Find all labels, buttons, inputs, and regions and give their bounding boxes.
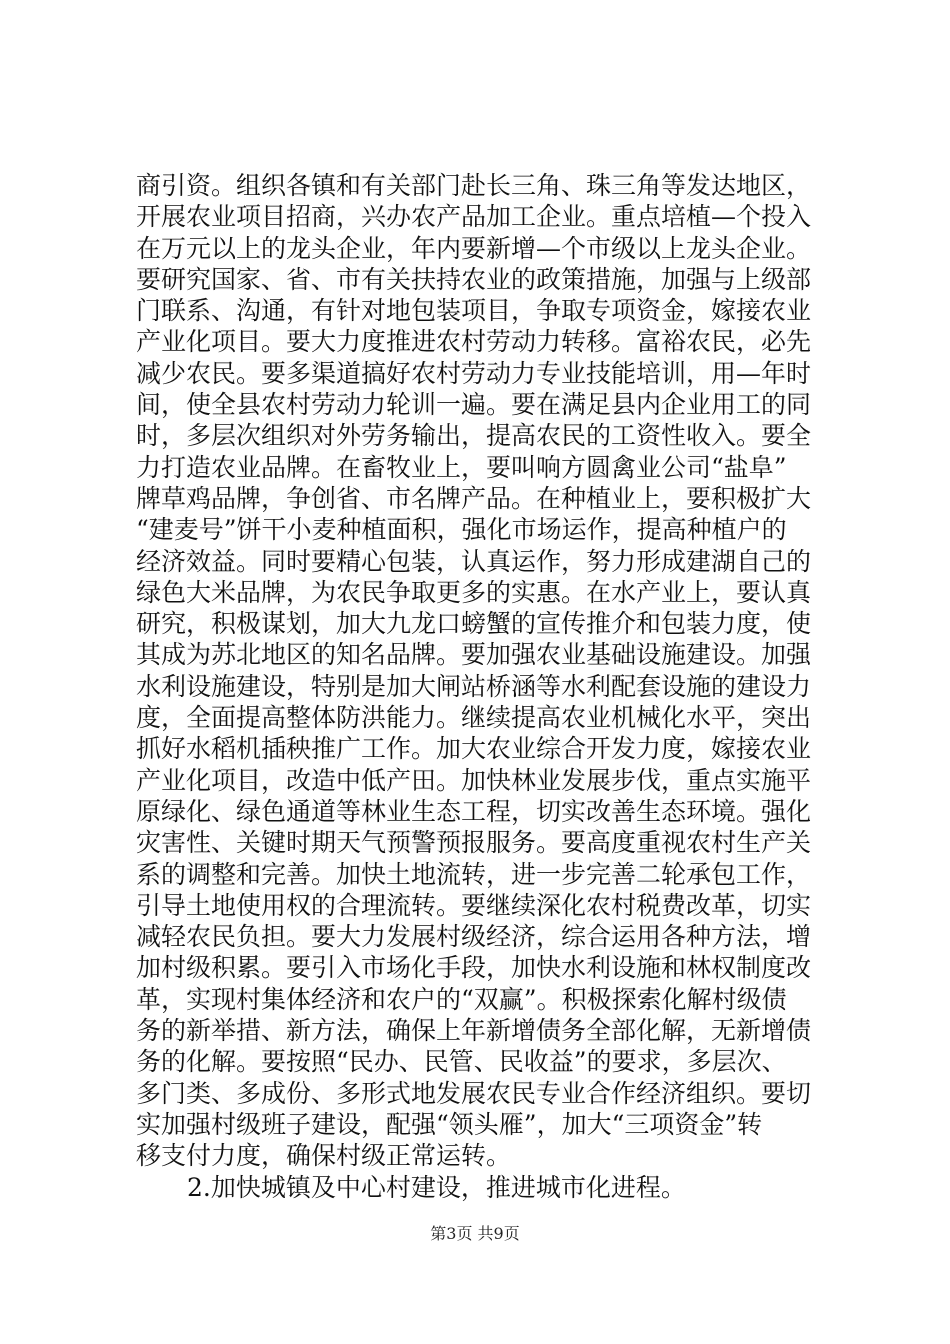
- text-line: 水利设施建设，特别是加大闸站桥涵等水利配套设施的建设力: [136, 671, 812, 701]
- text-line: 绿色大米品牌，为农民争取更多的实惠。在水产业上，要认真: [136, 577, 812, 607]
- text-line: 抓好水稻机插秧推广工作。加大农业综合开发力度，嫁接农业: [136, 734, 812, 764]
- text-line: 间，使全县农村劳动力轮训一遍。要在满足县内企业用工的同: [136, 390, 812, 420]
- text-line: 系的调整和完善。加快土地流转，进一步完善二轮承包工作，: [136, 859, 812, 889]
- text-line: 要研究国家、省、市有关扶持农业的政策措施，加强与上级部: [136, 264, 812, 294]
- text-line: 力打造农业品牌。在畜牧业上，要叫响方圆禽业公司“盐阜”: [136, 452, 787, 482]
- page-number-footer: 第3页 共9页: [430, 1224, 520, 1243]
- text-line: 门联系、沟通，有针对地包装项目，争取专项资金，嫁接农业: [136, 296, 812, 326]
- text-line: 务的新举措、新方法，确保上年新增债务全部化解，无新增债: [136, 1016, 812, 1046]
- text-line: 减轻农民负担。要大力发展村级经济，综合运用各种方法，增: [136, 922, 812, 952]
- text-line: 原绿化、绿色通道等林业生态工程，切实改善生态环境。强化: [136, 796, 812, 826]
- section-heading: 2.加快城镇及中心村建设，推进城市化进程。: [187, 1172, 686, 1202]
- text-line: 灾害性、关键时期天气预警预报服务。要高度重视农村生产关: [136, 828, 812, 858]
- text-line: 实加强村级班子建设，配强“领头雁”，加大“三项资金”转: [136, 1109, 763, 1139]
- text-line: 商引资。组织各镇和有关部门赴长三角、珠三角等发达地区，: [136, 171, 812, 200]
- text-line: 引导土地使用权的合理流转。要继续深化农村税费改革，切实: [136, 890, 812, 920]
- text-line: 其成为苏北地区的知名品牌。要加强农业基础设施建设。加强: [136, 640, 812, 670]
- text-line: 时，多层次组织对外劳务输出，提高农民的工资性收入。要全: [136, 421, 812, 451]
- text-line: 开展农业项目招商，兴办农产品加工企业。重点培植—个投入: [136, 202, 812, 232]
- text-line: 减少农民。要多渠道搞好农村劳动力专业技能培训，用—年时: [136, 358, 812, 388]
- text-line: 度，全面提高整体防洪能力。继续提高农业机械化水平，突出: [136, 703, 812, 733]
- text-line: 多门类、多成份、多形式地发展农民专业合作经济组织。要切: [136, 1078, 812, 1108]
- text-line: 经济效益。同时要精心包装，认真运作，努力形成建湖自己的: [136, 546, 812, 576]
- text-line: 研究，积极谋划，加大九龙口螃蟹的宣传推介和包装力度，使: [136, 609, 812, 639]
- text-line: 产业化项目。要大力度推进农村劳动力转移。富裕农民，必先: [136, 327, 812, 357]
- text-line: 务的化解。要按照“民办、民管、民收益”的要求，多层次、: [136, 1047, 787, 1077]
- body-text: [136, 170, 836, 1203]
- text-line: “建麦号”饼干小麦种植面积，强化市场运作，提高种植户的: [136, 515, 787, 545]
- text-line: 产业化项目，改造中低产田。加快林业发展步伐，重点实施平: [136, 765, 812, 795]
- text-line: 革，实现村集体经济和农户的“双赢”。积极探索化解村级债: [136, 984, 787, 1014]
- text-line: 牌草鸡品牌，争创省、市名牌产品。在种植业上，要积极扩大: [136, 483, 812, 513]
- text-line: 移支付力度，确保村级正常运转。: [136, 1141, 512, 1171]
- text-line: 在万元以上的龙头企业，年内要新增—个市级以上龙头企业。: [136, 233, 812, 263]
- text-line: 加村级积累。要引入市场化手段，加快水利设施和林权制度改: [136, 953, 812, 983]
